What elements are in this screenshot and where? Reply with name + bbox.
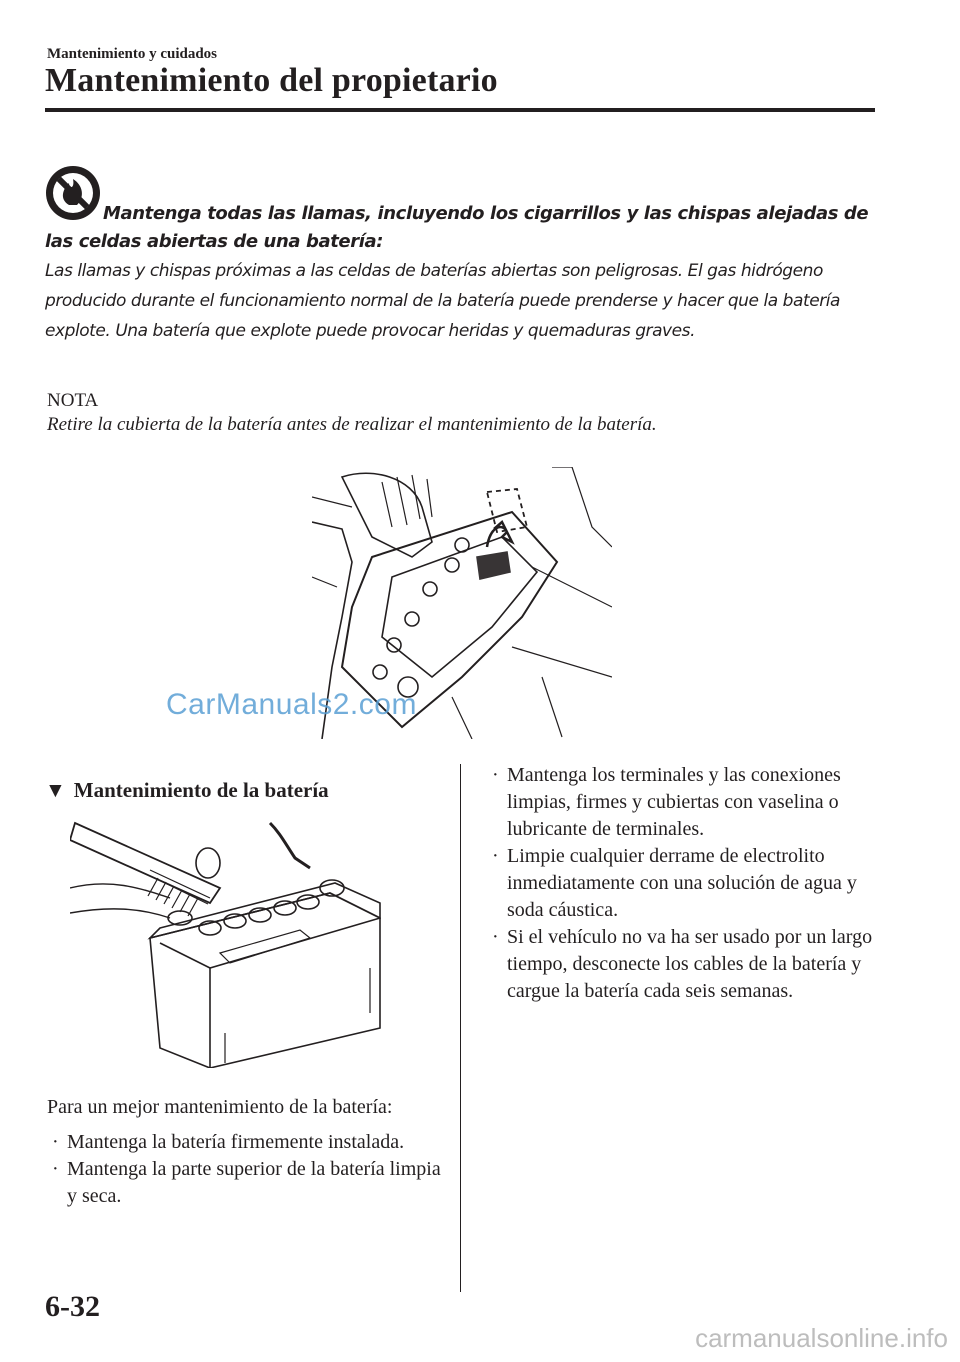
figure-watermark: CarManuals2.com: [166, 688, 417, 721]
warning-block: [45, 200, 875, 346]
bullet-text: Mantenga la batería firmemente instalada.: [67, 1131, 405, 1153]
section-heading: [45, 778, 329, 803]
title-divider: [45, 108, 875, 112]
bullet-glyph: ·: [492, 764, 499, 786]
warning-title: Mantenga todas las llamas, incluyendo los cigarrillos y las chispas alejadas de las celdas abiertas de una batería:: [45, 203, 869, 252]
bullet-text: Limpie cualquier derrame de electrolito inmediatamente con una solución de agua y soda cáustica.: [507, 845, 857, 921]
section-marker: ▼: [45, 778, 66, 802]
left-column-text: [47, 1094, 447, 1210]
page-number: 6-32: [45, 1290, 100, 1323]
section-heading-text: Mantenimiento de la batería: [73, 778, 329, 802]
bullet-item: [487, 843, 887, 924]
column-divider: [460, 764, 461, 1292]
bullet-text: Si el vehículo no va ha ser usado por un largo tiempo, desconecte los cables de la batería y cargue la batería cada seis semanas.: [507, 926, 873, 1002]
bullet-glyph: ·: [492, 926, 499, 948]
battery-cleaning-illustration: [70, 818, 405, 1068]
intro-paragraph: Para un mejor mantenimiento de la batería:: [47, 1096, 393, 1118]
right-column-text: [487, 762, 887, 1005]
bullet-glyph: ·: [52, 1131, 59, 1153]
bullet-item: [47, 1129, 447, 1156]
bullet-item: [487, 924, 887, 1005]
bullet-glyph: ·: [52, 1158, 59, 1180]
footer-site-link[interactable]: carmanualsonline.info: [695, 1323, 948, 1353]
section-label: Mantenimiento y cuidados: [47, 46, 218, 62]
page-title: Mantenimiento del propietario: [45, 62, 498, 99]
bullet-text: Mantenga la parte superior de la batería limpia y seca.: [67, 1158, 441, 1207]
note-text: Retire la cubierta de la batería antes de realizar el mantenimiento de la batería.: [47, 414, 657, 435]
bullet-item: [47, 1156, 447, 1210]
warning-body: Las llamas y chispas próximas a las celdas de baterías abiertas son peligrosas. El gas hidrógeno producido durante el funcionamiento normal de la batería puede prenderse y hacer que la batería explote. Una batería que explote puede provocar heridas y quemaduras graves.: [45, 261, 840, 341]
bullet-item: [487, 762, 887, 843]
bullet-text: Mantenga los terminales y las conexiones limpias, firmes y cubiertas con vaselina o lubricante de terminales.: [507, 764, 841, 840]
note-label: NOTA: [47, 390, 99, 411]
bullet-glyph: ·: [492, 845, 499, 867]
